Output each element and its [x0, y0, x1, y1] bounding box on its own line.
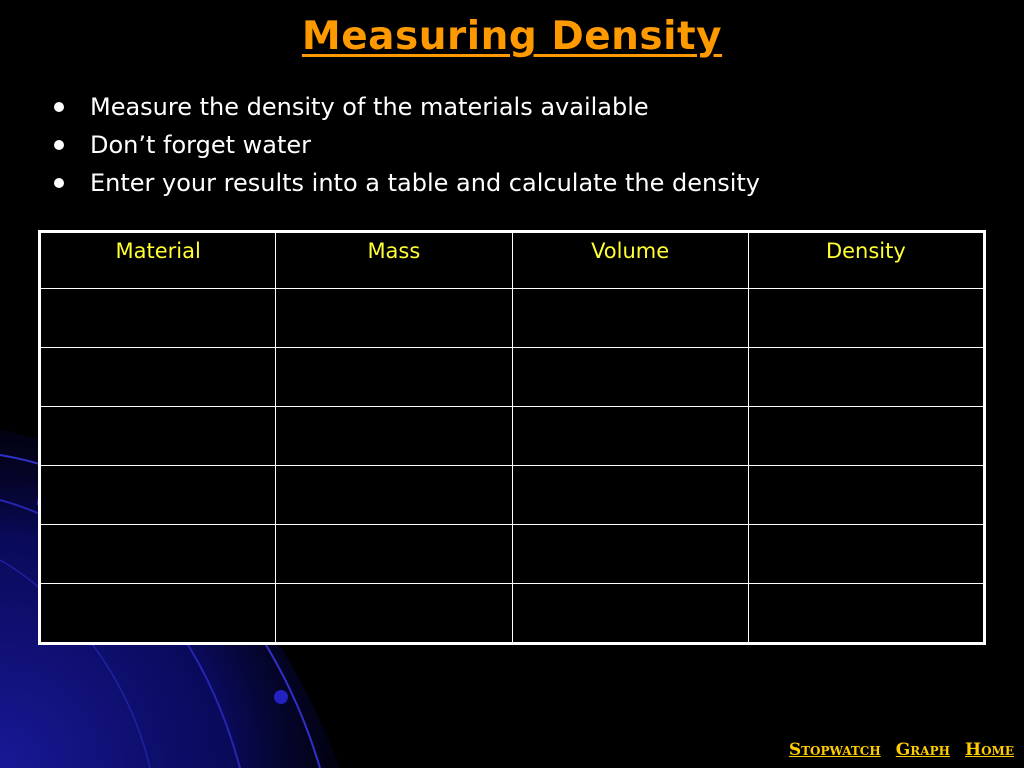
bullet-dot-icon — [54, 102, 64, 112]
stopwatch-link[interactable]: Stopwatch — [788, 740, 881, 760]
bullet-text: Don’t forget water — [90, 131, 312, 159]
table-cell[interactable] — [40, 525, 276, 584]
column-header-material: Material — [40, 232, 276, 289]
table-cell[interactable] — [748, 407, 984, 466]
bullet-list — [52, 88, 760, 202]
table-cell[interactable] — [748, 348, 984, 407]
bullet-dot-icon — [54, 140, 64, 150]
bullet-item — [52, 88, 760, 126]
table-cell[interactable] — [276, 289, 512, 348]
table-cell[interactable] — [748, 584, 984, 644]
table-cell[interactable] — [276, 407, 512, 466]
table-cell[interactable] — [40, 466, 276, 525]
table-cell[interactable] — [40, 289, 276, 348]
table-cell[interactable] — [512, 466, 748, 525]
table-cell[interactable] — [276, 348, 512, 407]
table-row — [40, 584, 985, 644]
footer-nav — [779, 740, 1014, 760]
table-cell[interactable] — [276, 584, 512, 644]
table-row — [40, 466, 985, 525]
table-cell[interactable] — [512, 348, 748, 407]
column-header-density: Density — [748, 232, 984, 289]
table-row — [40, 407, 985, 466]
bullet-text: Measure the density of the materials available — [90, 93, 649, 121]
table-header-row — [40, 232, 985, 289]
table-cell[interactable] — [40, 584, 276, 644]
table-row — [40, 525, 985, 584]
table-cell[interactable] — [512, 584, 748, 644]
column-header-mass: Mass — [276, 232, 512, 289]
table-cell[interactable] — [40, 348, 276, 407]
background-orb — [274, 690, 288, 704]
bullet-item — [52, 164, 760, 202]
table-cell[interactable] — [748, 289, 984, 348]
bullet-dot-icon — [54, 178, 64, 188]
page-title — [0, 14, 1024, 59]
table-cell[interactable] — [276, 525, 512, 584]
table-cell[interactable] — [512, 525, 748, 584]
table-row — [40, 348, 985, 407]
table-cell[interactable] — [748, 525, 984, 584]
table-row — [40, 289, 985, 348]
bullet-text: Enter your results into a table and calculate the density — [90, 169, 760, 197]
table-cell[interactable] — [276, 466, 512, 525]
bullet-item — [52, 126, 760, 164]
table-cell[interactable] — [512, 407, 748, 466]
table-cell[interactable] — [512, 289, 748, 348]
page-title-text: Measuring Density — [301, 14, 723, 59]
table-cell[interactable] — [748, 466, 984, 525]
results-table — [38, 230, 986, 645]
table-cell[interactable] — [40, 407, 276, 466]
home-link[interactable]: Home — [965, 740, 1014, 760]
graph-link[interactable]: Graph — [895, 740, 950, 760]
column-header-volume: Volume — [512, 232, 748, 289]
